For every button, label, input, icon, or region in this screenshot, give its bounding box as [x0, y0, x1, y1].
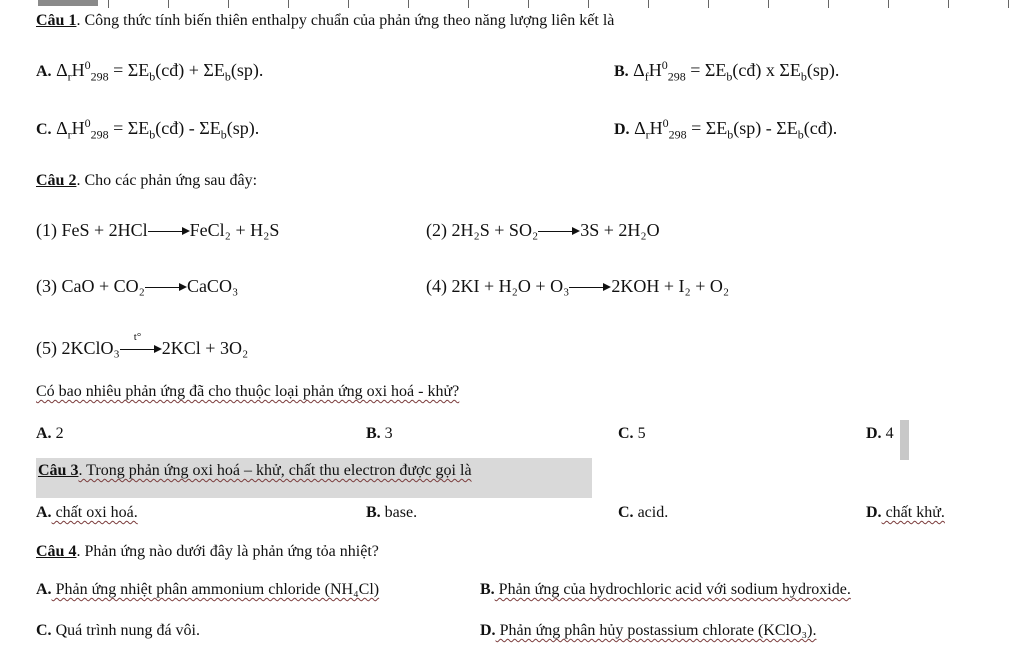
q2-reaction-2: (2) 2H₂S + SO₂ 3S + 2H₂O	[426, 220, 660, 240]
reaction-arrow	[569, 283, 611, 293]
q1-option-c[interactable]: C. $\Delta_rH^0_{298}$ = $\Sigma E_b(cđ) - \Sigma E_b(sp)$.	[36, 116, 260, 142]
q4-answer-a[interactable]: A. Phản ứng nhiệt phân ammonium chloride (NH₄Cl)	[36, 581, 380, 598]
ruler-marker	[38, 0, 98, 6]
q1-text: . Công thức tính biến thiên enthalpy chuẩn của phản ứng theo năng lượng liên kết là	[76, 12, 615, 29]
q2-reaction-5: (5) 2KClO₃ t° 2KCl + 3O₂	[36, 330, 249, 358]
q4-answer-b[interactable]: B. Phản ứng của hydrochloric acid với sodium hydroxide.	[480, 581, 851, 598]
q4-heading	[36, 543, 379, 561]
q2-reaction-1: (1) FeS + 2HCl FeCl₂ + H₂S	[36, 220, 280, 240]
q1-option-d[interactable]: D. $\Delta_rH^0_{298} = \Sigma E_b(sp)$ - $\Sigma E_b(cđ)$.	[614, 116, 838, 142]
q2-reaction-4: (4) 2KI + H₂O + O₃ 2KOH + I₂ + O₂	[426, 276, 730, 296]
q3-heading	[38, 462, 472, 480]
q2-reaction-3: (3) CaO + CO₂ CaCO₃	[36, 276, 239, 296]
q3-text: . Trong phản ứng oxi hoá – khử, chất thu electron được gọi là	[78, 462, 472, 479]
q4-text: . Phản ứng nào dưới đây là phản ứng tỏa nhiệt?	[76, 543, 379, 560]
q2-heading	[36, 172, 257, 190]
reaction-arrow	[145, 283, 187, 293]
q1-option-a[interactable]: A. $\Delta_rH^0_{298}$ = $\Sigma E_b(cđ) + \Sigma E_b(sp)$.	[36, 58, 264, 84]
q1-option-b[interactable]: B. $\Delta_fH^0_{298}$ = $\Sigma E_b(cđ)$ x $\Sigma E_b(sp)$.	[614, 58, 840, 84]
q4-answer-d[interactable]: D. Phản ứng phân hủy postassium chlorate (KClO₃).	[480, 622, 817, 639]
text-cursor-highlight	[900, 420, 909, 460]
reaction-arrow-heated: t°	[120, 345, 162, 355]
q1-label: Câu 1	[36, 12, 77, 29]
q1-heading	[36, 12, 614, 30]
q3-label: Câu 3	[38, 462, 79, 479]
q2-answer-d[interactable]: D. 4	[866, 425, 894, 442]
reaction-arrow	[148, 227, 190, 237]
q2-answer-b[interactable]: B. 3	[366, 425, 393, 442]
q2-text: . Cho các phản ứng sau đây:	[76, 172, 258, 189]
q4-label: Câu 4	[36, 543, 77, 560]
top-ruler	[0, 0, 1024, 8]
q2-answer-c[interactable]: C. 5	[618, 425, 646, 442]
q3-answer-a[interactable]: A. chất oxi hoá.	[36, 504, 138, 521]
reaction-arrow	[538, 227, 580, 237]
q4-answer-c[interactable]: C. Quá trình nung đá vôi.	[36, 622, 200, 639]
q3-answer-d[interactable]: D. chất khử.	[866, 504, 945, 521]
q3-answer-b[interactable]: B. base.	[366, 504, 418, 521]
q2-label: Câu 2	[36, 172, 77, 189]
q2-answer-a[interactable]: A. 2	[36, 425, 64, 442]
q3-answer-c[interactable]: C. acid.	[618, 504, 669, 521]
q2-question: Có bao nhiêu phản ứng đã cho thuộc loại phản ứng oxi hoá - khử?	[36, 383, 460, 400]
